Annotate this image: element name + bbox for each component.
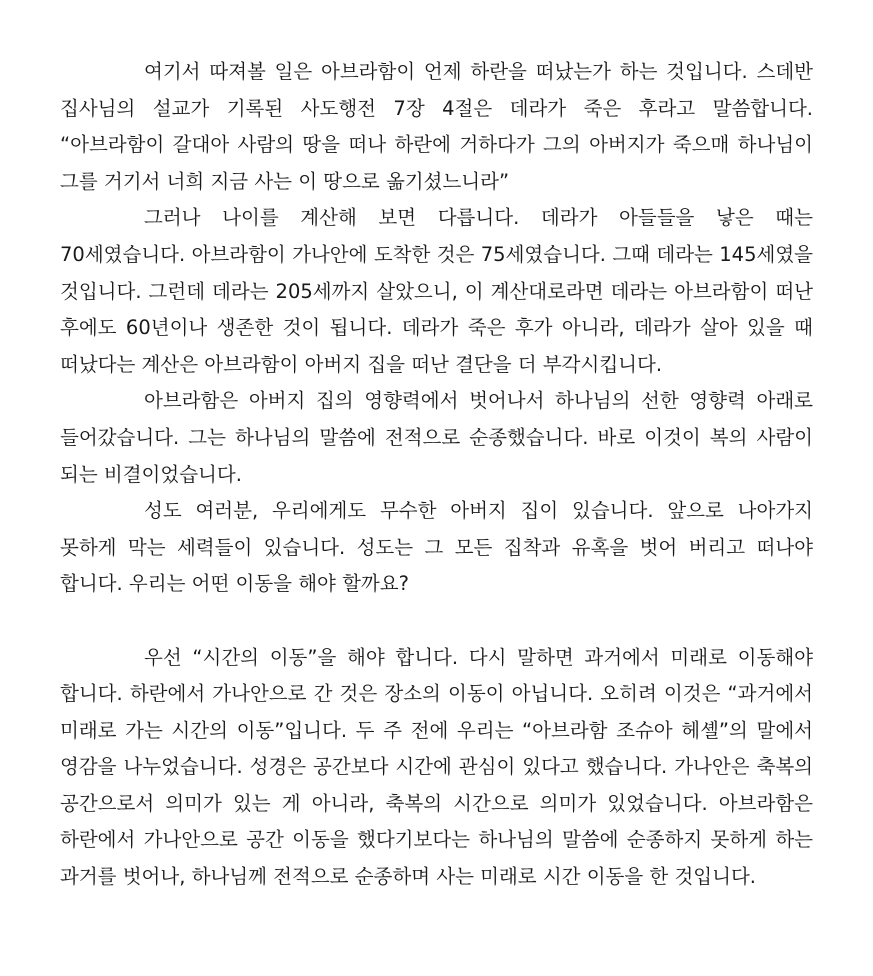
paragraph-age-calculation: 그러나 나이를 계산해 보면 다릅니다. 데라가 아들들을 낳은 때는 70세였습니다. 아브라함이 가나안에 도착한 것은 75세였습니다. 그때 데라는 145세였을 것입니다. 그런데 데라는 205세까지 살았으니, 이 계산대로라면 데라는 아브라함이 떠난 후에도 60년이나 생존한 것이 됩니다. 데라가 죽은 후가 아니라, 데라가 살아 있을 때 떠났다는 계산은 아브라함이 아버지 집을 떠난 결단을 더 부각시킵니다. (60, 206, 813, 376)
paragraph-time-movement: 우선 “시간의 이동”을 해야 합니다. 다시 말하면 과거에서 미래로 이동해야 합니다. 하란에서 가나안으로 간 것은 장소의 이동이 아닙니다. 오히려 이것은 “과거에서 미래로 가는 시간의 이동”입니다. 두 주 전에 우리는 “아브라함 조슈아 헤셸”의 말에서 영감을 나누었습니다. 성경은 공간보다 시간에 관심이 있다고 했습니다. 가나안은 축복의 공간으로서 의미가 있는 게 아니라, 축복의 시간으로 의미가 있었습니다. 아브라함은 하란에서 가나안으로 공간 이동을 했다기보다는 하나님의 말씀에 순종하지 못하게 하는 과거를 벗어나, 하나님께 전적으로 순종하며 사는 미래로 시간 이동을 한 것입니다. (60, 645, 813, 889)
paragraph-fathers-house: 성도 여러분, 우리에게도 무수한 아버지 집이 있습니다. 앞으로 나아가지 못하게 막는 세력들이 있습니다. 성도는 그 모든 집착과 유혹을 벗어 버리고 떠나야 합니다. 우리는 어떤 이동을 해야 할까요? (60, 499, 813, 596)
document-page (60, 54, 813, 896)
paragraph-terah-departure: 여기서 따져볼 일은 아브라함이 언제 하란을 떠났는가 하는 것입니다. 스데반 집사님의 설교가 기록된 사도행전 7장 4절은 데라가 죽은 후라고 말씀합니다. “아브라함이 갈대아 사람의 땅을 떠나 하란에 거하다가 그의 아버지가 죽으매 하나님이 그를 거기서 너희 지금 사는 이 땅으로 옮기셨느니라” (60, 60, 813, 193)
paragraph-gods-influence: 아브라함은 아버지 집의 영향력에서 벗어나서 하나님의 선한 영향력 아래로 들어갔습니다. 그는 하나님의 말씀에 전적으로 순종했습니다. 바로 이것이 복의 사람이 되는 비결이었습니다. (60, 389, 813, 486)
paragraph-spacer (60, 603, 813, 640)
